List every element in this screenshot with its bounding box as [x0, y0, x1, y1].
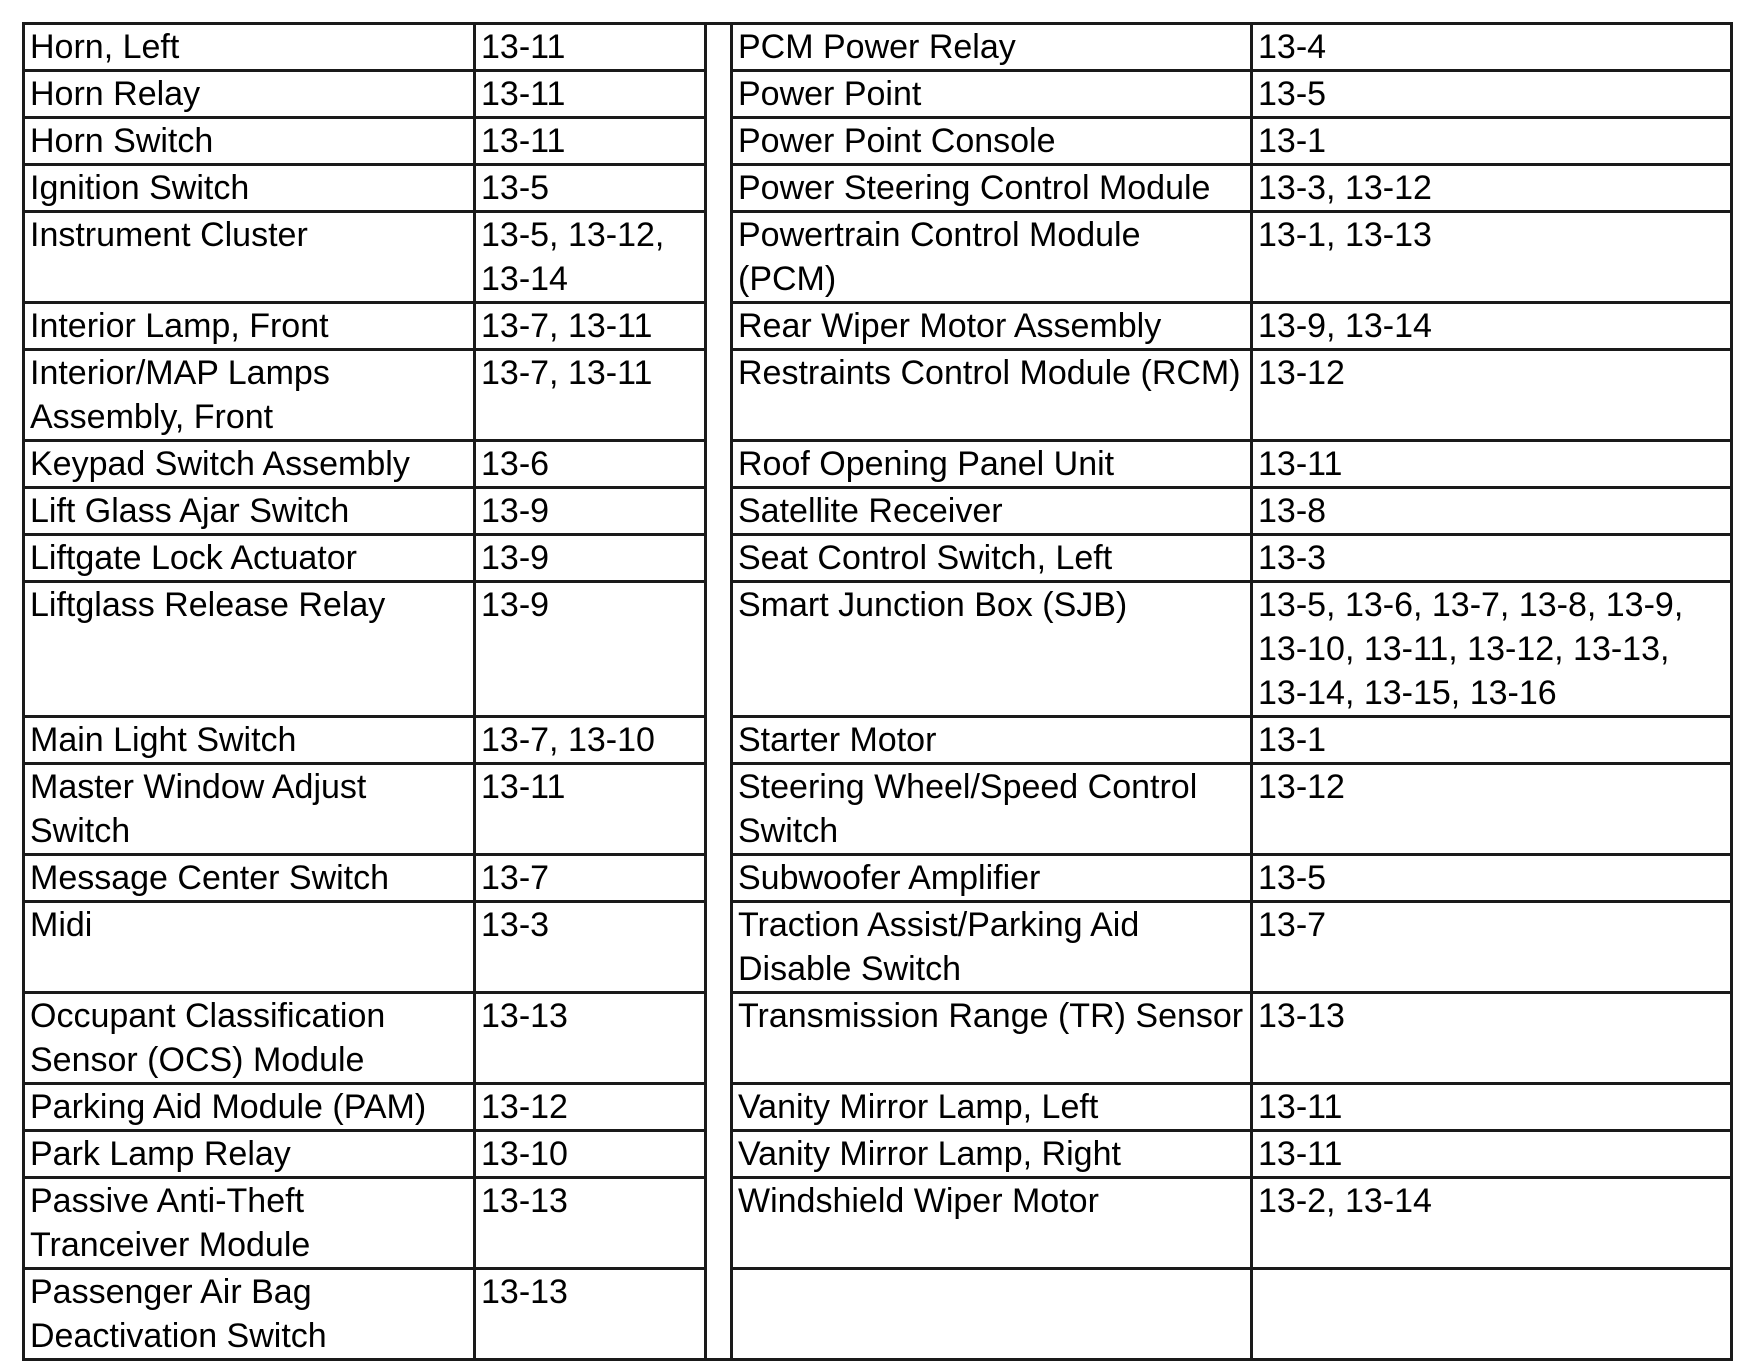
right-pages-cell: 13-2, 13-14	[1252, 1178, 1732, 1269]
right-pages-cell: 13-1	[1252, 717, 1732, 764]
left-pages-cell: 13-12	[475, 1084, 706, 1131]
right-component-cell: Vanity Mirror Lamp, Left	[732, 1084, 1252, 1131]
right-component-cell: Subwoofer Amplifier	[732, 855, 1252, 902]
table-row	[24, 1131, 1732, 1178]
table-row	[24, 118, 1732, 165]
left-pages-cell: 13-5, 13-12, 13-14	[475, 212, 706, 303]
left-pages-cell: 13-11	[475, 24, 706, 71]
table-row	[24, 441, 1732, 488]
column-gap	[706, 118, 732, 165]
right-pages-cell: 13-8	[1252, 488, 1732, 535]
right-component-cell: Steering Wheel/Speed Control Switch	[732, 764, 1252, 855]
right-component-cell: Power Steering Control Module	[732, 165, 1252, 212]
left-pages-cell: 13-3	[475, 902, 706, 993]
right-component-cell: PCM Power Relay	[732, 24, 1252, 71]
column-gap	[706, 165, 732, 212]
left-pages-cell: 13-11	[475, 118, 706, 165]
right-pages-cell: 13-3	[1252, 535, 1732, 582]
left-component-cell: Lift Glass Ajar Switch	[24, 488, 475, 535]
column-gap	[706, 303, 732, 350]
left-pages-cell: 13-13	[475, 1178, 706, 1269]
column-gap	[706, 1178, 732, 1269]
left-component-cell: Parking Aid Module (PAM)	[24, 1084, 475, 1131]
table-row	[24, 535, 1732, 582]
left-pages-cell: 13-7, 13-10	[475, 717, 706, 764]
left-component-cell: Message Center Switch	[24, 855, 475, 902]
right-pages-cell: 13-7	[1252, 902, 1732, 993]
right-component-cell: Starter Motor	[732, 717, 1252, 764]
right-pages-cell: 13-1, 13-13	[1252, 212, 1732, 303]
column-gap	[706, 902, 732, 993]
table-row	[24, 303, 1732, 350]
right-pages-cell: 13-5	[1252, 855, 1732, 902]
table-row	[24, 488, 1732, 535]
right-pages-cell: 13-12	[1252, 350, 1732, 441]
table-row	[24, 717, 1732, 764]
left-pages-cell: 13-5	[475, 165, 706, 212]
column-gap	[706, 1084, 732, 1131]
column-gap	[706, 855, 732, 902]
left-component-cell: Interior/MAP Lamps Assembly, Front	[24, 350, 475, 441]
right-component-cell: Roof Opening Panel Unit	[732, 441, 1252, 488]
left-pages-cell: 13-6	[475, 441, 706, 488]
left-component-cell: Ignition Switch	[24, 165, 475, 212]
component-index-table	[22, 22, 1733, 1361]
left-component-cell: Interior Lamp, Front	[24, 303, 475, 350]
component-index-body	[24, 24, 1732, 1360]
right-pages-cell: 13-12	[1252, 764, 1732, 855]
column-gap	[706, 212, 732, 303]
right-component-cell: Satellite Receiver	[732, 488, 1252, 535]
column-gap	[706, 488, 732, 535]
left-pages-cell: 13-9	[475, 582, 706, 717]
left-pages-cell: 13-9	[475, 488, 706, 535]
right-pages-cell: 13-13	[1252, 993, 1732, 1084]
left-pages-cell: 13-13	[475, 1269, 706, 1360]
right-component-cell: Smart Junction Box (SJB)	[732, 582, 1252, 717]
right-pages-cell: 13-9, 13-14	[1252, 303, 1732, 350]
left-pages-cell: 13-7	[475, 855, 706, 902]
column-gap	[706, 717, 732, 764]
column-gap	[706, 441, 732, 488]
column-gap	[706, 764, 732, 855]
right-pages-cell: 13-5, 13-6, 13-7, 13-8, 13-9, 13-10, 13-11, 13-12, 13-13, 13-14, 13-15, 13-16	[1252, 582, 1732, 717]
table-row	[24, 902, 1732, 993]
table-row	[24, 350, 1732, 441]
right-pages-cell: 13-1	[1252, 118, 1732, 165]
left-component-cell: Instrument Cluster	[24, 212, 475, 303]
left-component-cell: Midi	[24, 902, 475, 993]
left-component-cell: Main Light Switch	[24, 717, 475, 764]
left-pages-cell: 13-10	[475, 1131, 706, 1178]
left-pages-cell: 13-11	[475, 71, 706, 118]
right-pages-cell: 13-4	[1252, 24, 1732, 71]
table-row	[24, 764, 1732, 855]
right-component-cell: Vanity Mirror Lamp, Right	[732, 1131, 1252, 1178]
left-component-cell: Passenger Air Bag Deactivation Switch	[24, 1269, 475, 1360]
table-row	[24, 855, 1732, 902]
right-component-cell: Power Point	[732, 71, 1252, 118]
right-component-cell: Power Point Console	[732, 118, 1252, 165]
table-row	[24, 582, 1732, 717]
right-pages-cell: 13-11	[1252, 1084, 1732, 1131]
right-component-cell	[732, 1269, 1252, 1360]
right-component-cell: Windshield Wiper Motor	[732, 1178, 1252, 1269]
right-pages-cell: 13-11	[1252, 1131, 1732, 1178]
left-pages-cell: 13-9	[475, 535, 706, 582]
table-row	[24, 1084, 1732, 1131]
left-component-cell: Horn Relay	[24, 71, 475, 118]
column-gap	[706, 582, 732, 717]
right-component-cell: Powertrain Control Module (PCM)	[732, 212, 1252, 303]
table-row	[24, 212, 1732, 303]
left-pages-cell: 13-13	[475, 993, 706, 1084]
left-component-cell: Liftgate Lock Actuator	[24, 535, 475, 582]
left-component-cell: Liftglass Release Relay	[24, 582, 475, 717]
right-pages-cell: 13-11	[1252, 441, 1732, 488]
column-gap	[706, 1131, 732, 1178]
table-row	[24, 24, 1732, 71]
table-row	[24, 993, 1732, 1084]
table-row	[24, 165, 1732, 212]
right-pages-cell	[1252, 1269, 1732, 1360]
left-pages-cell: 13-11	[475, 764, 706, 855]
column-gap	[706, 71, 732, 118]
column-gap	[706, 1269, 732, 1360]
left-component-cell: Keypad Switch Assembly	[24, 441, 475, 488]
left-component-cell: Park Lamp Relay	[24, 1131, 475, 1178]
right-component-cell: Rear Wiper Motor Assembly	[732, 303, 1252, 350]
left-component-cell: Occupant Classification Sensor (OCS) Module	[24, 993, 475, 1084]
left-pages-cell: 13-7, 13-11	[475, 303, 706, 350]
table-row	[24, 1269, 1732, 1360]
right-component-cell: Seat Control Switch, Left	[732, 535, 1252, 582]
left-component-cell: Horn Switch	[24, 118, 475, 165]
column-gap	[706, 24, 732, 71]
table-row	[24, 71, 1732, 118]
right-component-cell: Transmission Range (TR) Sensor	[732, 993, 1252, 1084]
column-gap	[706, 535, 732, 582]
right-pages-cell: 13-3, 13-12	[1252, 165, 1732, 212]
left-component-cell: Master Window Adjust Switch	[24, 764, 475, 855]
right-component-cell: Traction Assist/Parking Aid Disable Switch	[732, 902, 1252, 993]
right-pages-cell: 13-5	[1252, 71, 1732, 118]
left-component-cell: Horn, Left	[24, 24, 475, 71]
column-gap	[706, 350, 732, 441]
left-component-cell: Passive Anti-Theft Tranceiver Module	[24, 1178, 475, 1269]
table-row	[24, 1178, 1732, 1269]
column-gap	[706, 993, 732, 1084]
right-component-cell: Restraints Control Module (RCM)	[732, 350, 1252, 441]
left-pages-cell: 13-7, 13-11	[475, 350, 706, 441]
